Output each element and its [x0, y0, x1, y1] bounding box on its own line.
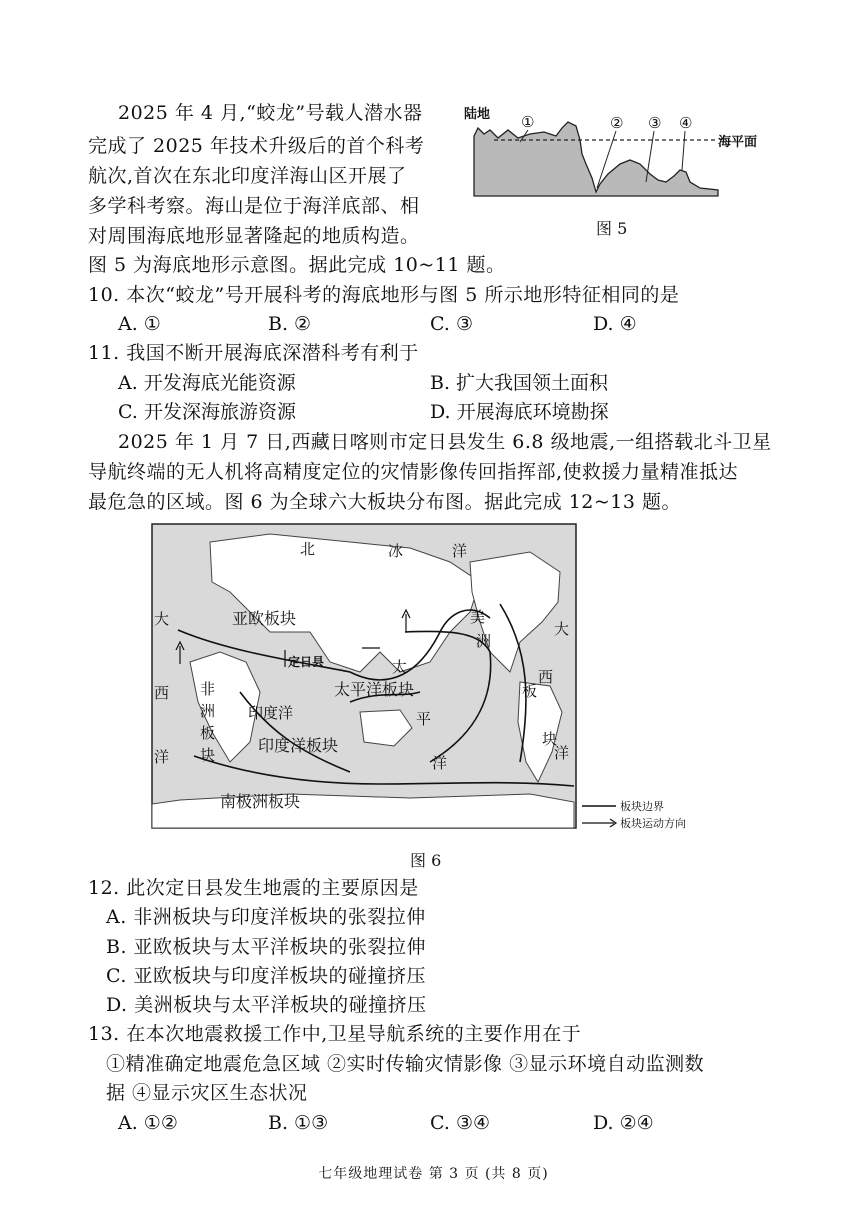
intro1-line-1: 2025 年 4 月,“蛟龙”号载人潜水器 [118, 102, 423, 124]
fig6-african-2: 洲 [200, 702, 216, 720]
q10-option-c: C. ③ [430, 313, 473, 335]
q12-option-a: A. 非洲板块与印度洋板块的张裂拉伸 [106, 906, 426, 928]
q12-stem: 12. 此次定日县发生地震的主要原因是 [88, 877, 419, 899]
q13-option-a: A. ①② [118, 1112, 178, 1134]
fig5-caption: 图 5 [596, 219, 628, 238]
fig5-land-label: 陆地 [464, 107, 491, 122]
fig6-americas-2: 洲 [476, 632, 492, 650]
fig6-atlantic-right-2: 西 [538, 668, 554, 686]
page-footer: 七年级地理试卷 第 3 页 (共 8 页) [318, 1166, 549, 1182]
intro1-line-5: 对周围海底地形显著隆起的地质构造。 [88, 225, 420, 247]
q12-option-b: B. 亚欧板块与太平洋板块的张裂拉伸 [106, 936, 427, 958]
q12-option-d: D. 美洲板块与太平洋板块的碰撞挤压 [106, 994, 427, 1016]
fig6-antarctic-plate: 南极洲板块 [220, 792, 301, 811]
intro2-line-1: 2025 年 1 月 7 日,西藏日喀则市定日县发生 6.8 级地震,一组搭载北斗卫星 [118, 431, 772, 453]
q13-line-2: ①精准确定地震危急区域 ②实时传输灾情影像 ③显示环境自动监测数 [106, 1053, 705, 1075]
fig6-atlantic-right-3: 洋 [554, 744, 570, 762]
fig6-pacific-ocean-1: 太 [392, 658, 408, 676]
fig6-atlantic-left-2: 西 [154, 684, 170, 702]
intro1-line-3: 航次,首次在东北印度洋海山区开展了 [88, 165, 407, 187]
q11-option-b: B. 扩大我国领土面积 [430, 372, 609, 394]
q11-option-d: D. 开展海底环境勘探 [430, 401, 609, 423]
fig6-caption: 图 6 [410, 851, 442, 870]
fig6-americas-1: 美 [470, 608, 486, 626]
q10-stem: 10. 本次“蛟龙”号开展科考的海底地形与图 5 所示地形特征相同的是 [88, 284, 680, 306]
fig5-sea-level-label: 海平面 [718, 135, 758, 150]
q13-line-3: 据 ④显示灾区生态状况 [106, 1082, 308, 1104]
q10-option-d: D. ④ [593, 313, 637, 335]
fig6-eurasian-plate: 亚欧板块 [232, 609, 297, 628]
fig5-marker-3: ③ [648, 114, 662, 132]
q11-option-c: C. 开发深海旅游资源 [118, 401, 296, 423]
figure-5-seafloor-diagram [460, 100, 770, 210]
fig6-indian-plate: 印度洋板块 [258, 736, 339, 755]
fig5-marker-4: ④ [679, 114, 693, 132]
intro1-line-6: 图 5 为海底地形示意图。据此完成 10~11 题。 [88, 254, 506, 276]
fig6-atlantic-right-1: 大 [554, 620, 570, 638]
fig6-african-3: 板 [200, 724, 216, 742]
fig6-pacific-ocean-2: 平 [416, 710, 432, 728]
fig6-atlantic-left-3: 洋 [154, 748, 170, 766]
q13-option-d: D. ②④ [593, 1112, 654, 1134]
q13-option-b: B. ①③ [268, 1112, 329, 1134]
intro1-line-2: 完成了 2025 年技术升级后的首个科考 [88, 135, 425, 157]
q11-option-a: A. 开发海底光能资源 [118, 372, 296, 394]
q13-option-c: C. ③④ [430, 1112, 491, 1134]
fig6-atlantic-left-1: 大 [154, 610, 170, 628]
fig6-pacific-plate: 太平洋板块 [334, 680, 415, 699]
intro1-line-4: 多学科考察。海山是位于海洋底部、相 [88, 195, 420, 217]
q11-stem: 11. 我国不断开展海底深潜科考有利于 [88, 342, 419, 364]
fig6-americas-3: 板 [522, 682, 538, 700]
q12-option-c: C. 亚欧板块与印度洋板块的碰撞挤压 [106, 965, 426, 987]
fig6-legend-motion: 板块运动方向 [620, 817, 686, 830]
fig6-dingri-label: 定日县 [288, 655, 325, 669]
fig6-arctic-3: 洋 [452, 542, 468, 560]
fig5-marker-1: ① [521, 113, 535, 131]
fig6-african-4: 块 [200, 746, 216, 764]
fig6-african-1: 非 [200, 680, 216, 698]
fig6-pacific-ocean-3: 洋 [432, 754, 448, 772]
intro2-line-2: 导航终端的无人机将高精度定位的灾情影像传回指挥部,使救援力量精准抵达 [88, 461, 739, 483]
q10-option-b: B. ② [268, 313, 312, 335]
intro2-line-3: 最危急的区域。图 6 为全球六大板块分布图。据此完成 12~13 题。 [88, 491, 682, 513]
fig6-arctic-1: 北 [300, 540, 316, 558]
q10-option-a: A. ① [118, 313, 161, 335]
fig5-marker-2: ② [610, 114, 624, 132]
q13-stem: 13. 在本次地震救援工作中,卫星导航系统的主要作用在于 [88, 1023, 582, 1045]
figure-6-plate-map [150, 522, 710, 832]
fig6-americas-4: 块 [542, 730, 558, 748]
fig6-arctic-2: 冰 [388, 542, 404, 560]
fig6-legend-boundary: 板块边界 [620, 800, 664, 813]
fig6-indian-ocean: 印度洋 [248, 704, 294, 722]
